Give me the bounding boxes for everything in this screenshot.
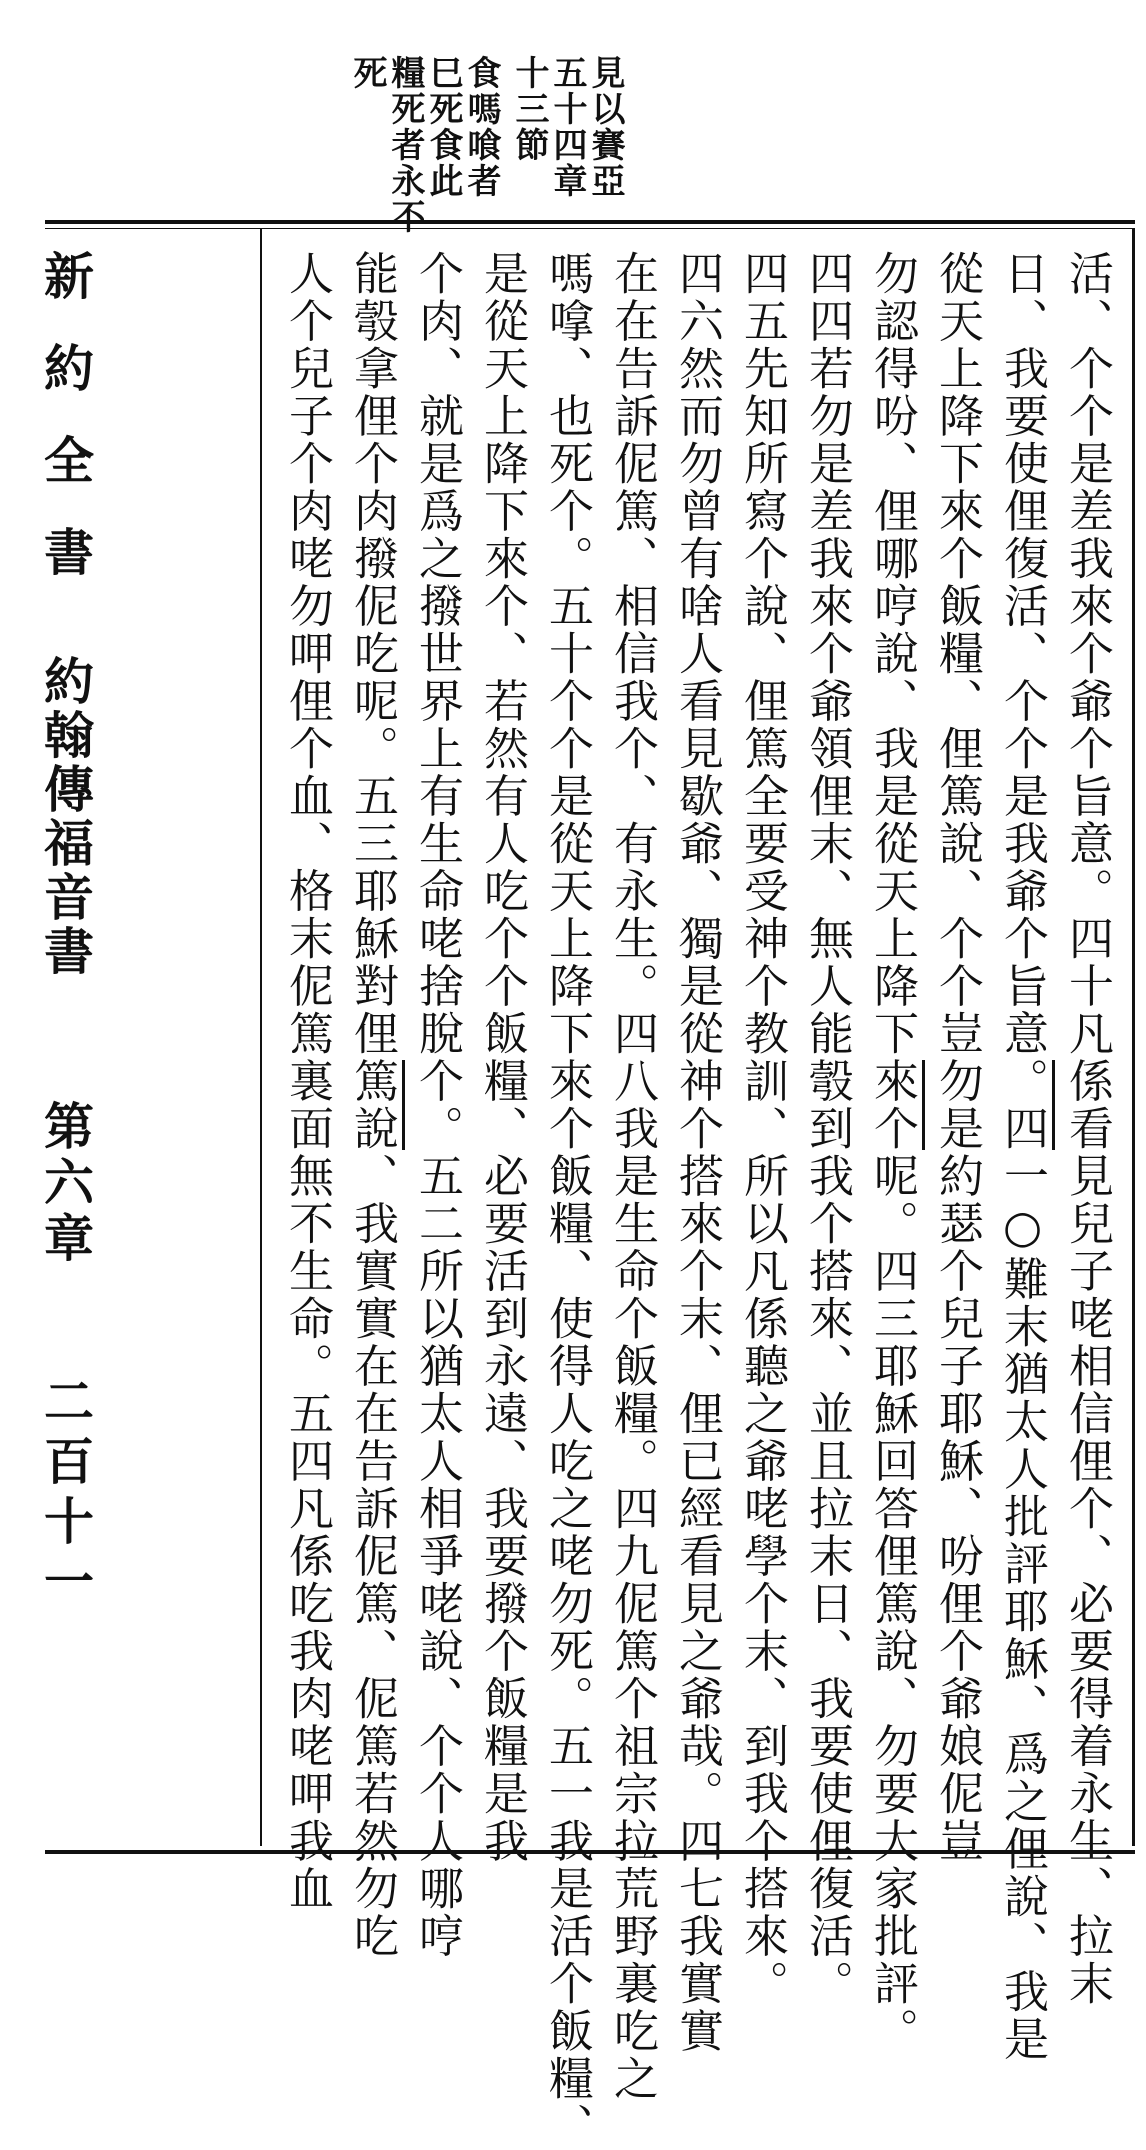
proper-name-mark	[1052, 1060, 1055, 1150]
text-column: 四六然而勿曾有啥人看見歇爺、獨是從神个搭來个末、俚已經看見之爺哉。四七我實實	[671, 250, 724, 2055]
text-column: 活、个个是差我來个爺个旨意。四十凡係看見兒子咾相信俚个、必要得着永生、拉末	[1061, 250, 1114, 2008]
header-note-column: 巳死食此	[423, 55, 463, 199]
header-note-column: 死	[347, 55, 387, 91]
text-column: 在在告訴伲篤、相信我个、有永生。四八我是生命个飯糧。四九伲篤个祖宗拉荒野裏吃之	[606, 250, 659, 2103]
header-note-column: 十三節	[509, 55, 549, 163]
book-name: 約翰傳福音書	[36, 655, 95, 979]
page-number: 二百十一	[36, 1375, 95, 1615]
proper-name-mark	[922, 1060, 925, 1150]
text-column: 四五先知所寫个說、俚篤全要受神个教訓、所以凡係聽之爺咾學个末、到我个搭來。	[736, 250, 789, 2008]
top-rule	[45, 220, 1135, 224]
book-title: 新約全書	[36, 250, 95, 618]
text-column: 是從天上降下來个、若然有人吃个个飯糧、必要活到永遠、我要撥个飯糧是我	[476, 250, 529, 1865]
text-column: 四四若勿是差我來个爺領俚末、無人能彀到我个搭來、並且拉末日、我要使俚復活。	[801, 250, 854, 2008]
text-column: 嗎嗱、也死个。五十个个是從天上降下來个飯糧、使得人吃之咾勿死。五一我是活个飯糧、	[541, 250, 594, 2150]
text-column: 个肉、就是爲之撥世界上有生命咾捨脫个。五二所以猶太人相爭咾說、个个人哪哼	[411, 250, 464, 1960]
text-column: 能彀拿俚个肉撥伲吃呢。五三耶穌對俚篤說、我實實在在告訴伲篤、伲篤若然勿吃	[346, 250, 399, 1960]
text-column: 人个兒子个肉咾勿呷俚个血、格末伲篤裏面無不生命。五四凡係吃我肉咾呷我血	[281, 250, 334, 1913]
chapter-label: 第六章	[36, 1100, 95, 1268]
text-column: 勿認得吩、俚哪哼說、我是從天上降下來个呢。四三耶穌回答俚篤說、勿要大家批評。	[866, 250, 919, 2055]
header-note-column: 食嗎喰者	[461, 55, 501, 199]
header-note-column: 糧死者永不	[385, 55, 425, 235]
header-note-column: 見以賽亞	[585, 55, 625, 199]
text-column: 從天上降下來个飯糧、俚篤說、个个豈勿是約瑟个兒子耶穌、吩俚个爺娘伲豈	[931, 250, 984, 1865]
proper-name-mark	[402, 1060, 405, 1150]
text-column: 日、我要使俚復活、个个是我爺个旨意。四一○難末猶太人批評耶穌、爲之俚說、我是	[996, 250, 1049, 2063]
header-note-column: 五十四章	[547, 55, 587, 199]
